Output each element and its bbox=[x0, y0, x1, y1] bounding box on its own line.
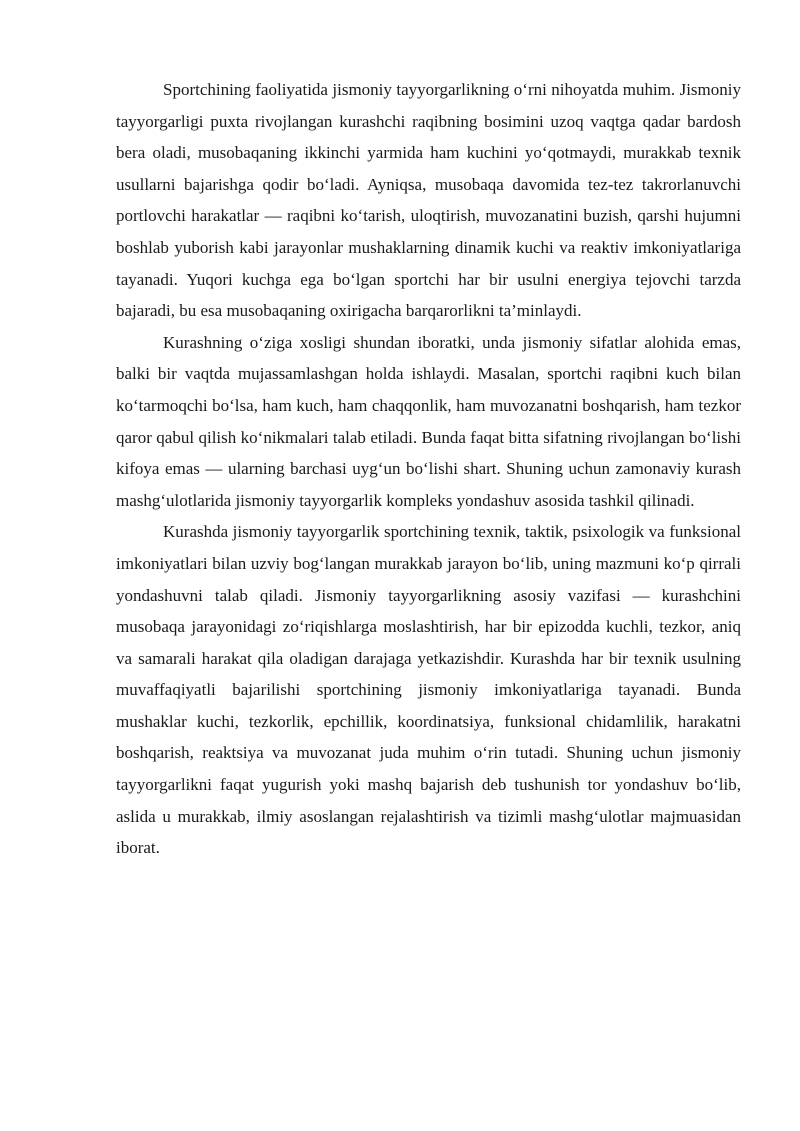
paragraph-1: Sportchining faoliyatida jismoniy tayyorgarlikning o‘rni nihoyatda muhim. Jismoniy tayyorgarligi puxta rivojlangan kurashchi raqibning bosimini uzoq vaqtga qadar bardosh bera oladi, musobaqaning ikkinchi yarmida ham kuchini yo‘qotmaydi, murakkab texnik usullarni bajarishga qodir bo‘ladi. Ayniqsa, musobaqa davomida tez-tez takrorlanuvchi portlovchi harakatlar — raqibni ko‘tarish, uloqtirish, muvozanatini buzish, qarshi hujumni boshlab yuborish kabi jarayonlar mushaklarning dinamik kuchi va reaktiv imkoniyatlariga tayanadi. Yuqori kuchga ega bo‘lgan sportchi har bir usulni energiya tejovchi tarzda bajaradi, bu esa musobaqaning oxirigacha barqarorlikni ta’minlaydi. bbox=[116, 80, 741, 321]
document-body bbox=[116, 74, 741, 864]
paragraph-2: Kurashning o‘ziga xosligi shundan iboratki, unda jismoniy sifatlar alohida emas, balki bir vaqtda mujassamlashgan holda ishlaydi. Masalan, sportchi raqibni kuch bilan ko‘tarmoqchi bo‘lsa, ham kuch, ham chaqqonlik, ham muvozanatni boshqarish, ham tezkor qaror qabul qilish ko‘nikmalari talab etiladi. Bunda faqat bitta sifatning rivojlangan bo‘lishi kifoya emas — ularning barchasi uyg‘un bo‘lishi shart. Shuning uchun zamonaviy kurash mashg‘ulotlarida jismoniy tayyorgarlik kompleks yondashuv asosida tashkil qilinadi. bbox=[116, 332, 741, 510]
paragraph-3: Kurashda jismoniy tayyorgarlik sportchining texnik, taktik, psixologik va funksional imkoniyatlari bilan uzviy bog‘langan murakkab jarayon bo‘lib, uning mazmuni ko‘p qirrali yondashuvni talab qiladi. Jismoniy tayyorgarlikning asosiy vazifasi — kurashchini musobaqa jarayonidagi zo‘riqishlarga moslashtirish, har bir epizodda kuchli, tezkor, aniq va samarali harakat qila oladigan darajaga yetkazishdir. Kurashda har bir texnik usulning muvaffaqiyatli bajarilishi sportchining jismoniy imkoniyatlariga tayanadi. Bunda mushaklar kuchi, tezkorlik, epchillik, koordinatsiya, funksional chidamlilik, harakatni boshqarish, reaktsiya va muvozanat juda muhim o‘rin tutadi. Shuning uchun jismoniy tayyorgarlikni faqat yugurish yoki mashq bajarish deb tushunish tor yondashuv bo‘lib, aslida u murakkab, ilmiy asoslangan rejalashtirish va tizimli mashg‘ulotlar majmuasidan iborat. bbox=[116, 522, 741, 858]
